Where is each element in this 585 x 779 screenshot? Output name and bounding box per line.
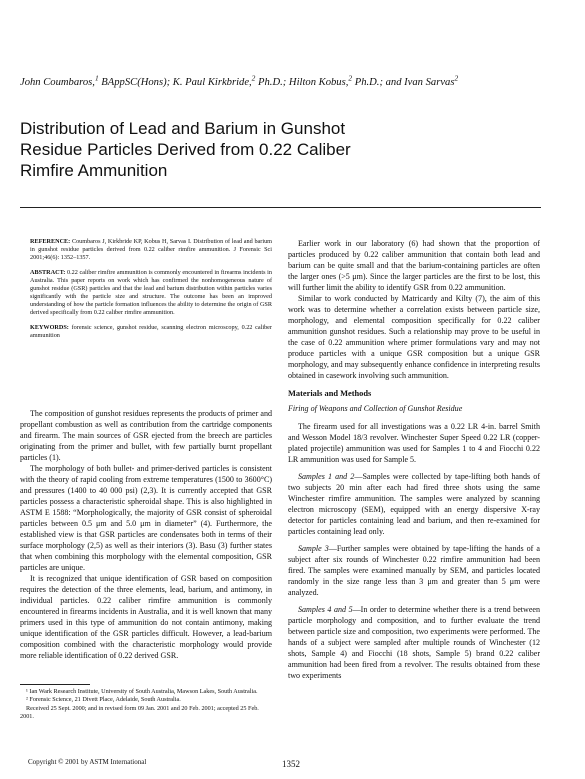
- sample-paragraph: Sample 3—Further samples were obtained by tape-lifting the hands of a subject after six rounds of Winchester 0.22 rimfire ammunition had been fired. The samples were examined manually by SEM, and particles located randomly in the size range less than 3 μm and greater than 5 μm were analyzed.: [288, 544, 540, 597]
- paragraph: Earlier work in our laboratory (6) had shown that the proportion of particles produced by 0.22 caliber ammunition that contain both lead and barium can be quite small and that the barium-containing particles are often the larger ones (>5 μm). Since the larger particles are the first to be lost, this will further limit the ability to identify GSR from 0.22 ammunition.: [288, 239, 540, 292]
- footnotes: [20, 688, 272, 721]
- left-column-body: [20, 408, 272, 661]
- sample-paragraph: Samples 1 and 2—Samples were collected by tape-lifting both hands of two subjects 20 min after each had fired three shots using the same Winchester rimfire ammunition. The samples were analyzed by scanning electron microscopy (SEM), equipped with an energy dispersive X-ray detector for particles containing lead and barium, and then re-examined for particles containing lead only.: [288, 472, 540, 536]
- copyright: Copyright © 2001 by ASTM International: [28, 758, 147, 766]
- paragraph: Similar to work conducted by Matricardy and Kilty (7), the aim of this work was to determine whether a correlation exists between particle size, morphology, and elemental composition specifically for 0.22 caliber ammunition gunshot residues. Such a relationship may prove to be useful in the case of 0.22 ammunition where primer formulations vary and may not produce particles with a unique GSR composition but a unique GSR morphology, and may subsequently enhance confidence in interpreting results obtained in casework involving such ammunition.: [288, 294, 540, 380]
- footnote-divider: [20, 684, 90, 685]
- keywords: KEYWORDS: forensic science, gunshot residue, scanning electron microscopy, 0.22 caliber ammunition: [30, 324, 272, 339]
- title-divider: [20, 207, 541, 208]
- paragraph: It is recognized that unique identification of GSR based on composition requires the detection of the three elements, lead, barium, and antimony, in individual particles. 0.22 caliber rimfire ammunition is commonly encountered in firearms incidents in Australia, and it is well known that many primers used in this type of ammunition do not contain antimony, making unique identification of the GSR particles difficult. However, a lead-barium composition combined with the characteristic morphology would provide more reliable identification of 0.22 derived GSR.: [20, 574, 272, 660]
- abstract: ABSTRACT: 0.22 caliber rimfire ammunition is commonly encountered in firearms incidents in Australia. This paper reports on work which has confirmed the nonhomogeneous nature of gunshot residue (GSR) particles and that the lead and barium distribution within particles varies significantly with the particle size and structure. The outcome has been an improved understanding of how the particle formation influences the ability to determine the origin of GSR derived specifically from 0.22 caliber rimfire ammunition.: [30, 269, 272, 316]
- sample-paragraph: Samples 4 and 5—In order to determine whether there is a trend between particle morphology and composition, and to further evaluate the trend between particle size and composition, two experiments were performed. The hands of a subject were sampled after multiple rounds of Winchester (12 shots, Sample 4) and Fiocchi (18 shots, Sample 5) brand 0.22 caliber ammunition had been fired from a revolver. The results obtained from these two experiments: [288, 605, 540, 680]
- paragraph: The firearm used for all investigations was a 0.22 LR 4-in. barrel Smith and Wesson Model 18/3 revolver. Winchester Super Speed 0.22 LR (copper-plated projectile) ammunition was used for Samples 1 to 4 and Fiocchi 0.22 LR ammunition was used for Sample 5.: [288, 422, 540, 464]
- reference: REFERENCE: Coumbaros J, Kirkbride KP, Kobus H, Sarvas I. Distribution of lead and barium in gunshot residue particles derived from 0.22 caliber rimfire ammunition. J Forensic Sci 2001;46(6): 1352–1357.: [30, 238, 272, 261]
- author-line: John Coumbaros,$^1$ BAppSC(Hons); K. Paul Kirkbride,$^2$ Ph.D.; Hilton Kobus,$^2$ Ph.D.; and Ivan Sarvas$^2$: [20, 73, 459, 88]
- paper-title: Distribution of Lead and Barium in Gunshot Residue Particles Derived from 0.22 Caliber Rimfire Ammunition: [20, 119, 351, 180]
- footnote: ¹ Ian Wark Research Institute, University of South Australia, Mawson Lakes, South Australia.: [26, 688, 258, 695]
- paragraph: The morphology of both bullet- and primer-derived particles is consistent with the theory of rapid cooling from extreme temperatures (1500 to 3600°C) and pressures (1400 to 40 000 psi) (2,3). It is currently accepted that GSR particles possess a characteristic spheroidal shape. This is also highlighted in ASTM E 1588: “Morphologically, the majority of GSR consist of spheroidal particles between 0.5 μm and 5.0 μm in diameter” (4). Furthermore, the established view is that GSR particles are condensates both in terms of their surface morphology (2,5) as well as their interiors (3). Basu (3) further states that when combining this morphology with the elemental composition, GSR particles are unique.: [20, 464, 272, 572]
- page-number: 1352: [282, 759, 300, 769]
- right-column: [288, 238, 540, 681]
- footnote: ² Forensic Science, 21 Divett Place, Adelaide, South Australia.: [26, 696, 181, 704]
- subsection-heading: Firing of Weapons and Collection of Gunshot Residue: [288, 404, 463, 413]
- footnote: Received 25 Sept. 2000; and in revised form 09 Jan. 2001 and 20 Feb. 2001; accepted 25 Feb. 2001.: [20, 704, 259, 720]
- paragraph: The composition of gunshot residues represents the products of primer and propellant combustion as well as contribution from the cartridge components and firearm. The main sources of GSR ejected from the breech are particles originating from the primer and bullet, with few partially burnt propellant particles (1).: [20, 409, 272, 462]
- section-heading: Materials and Methods: [288, 389, 372, 398]
- abstract-block: [20, 238, 272, 347]
